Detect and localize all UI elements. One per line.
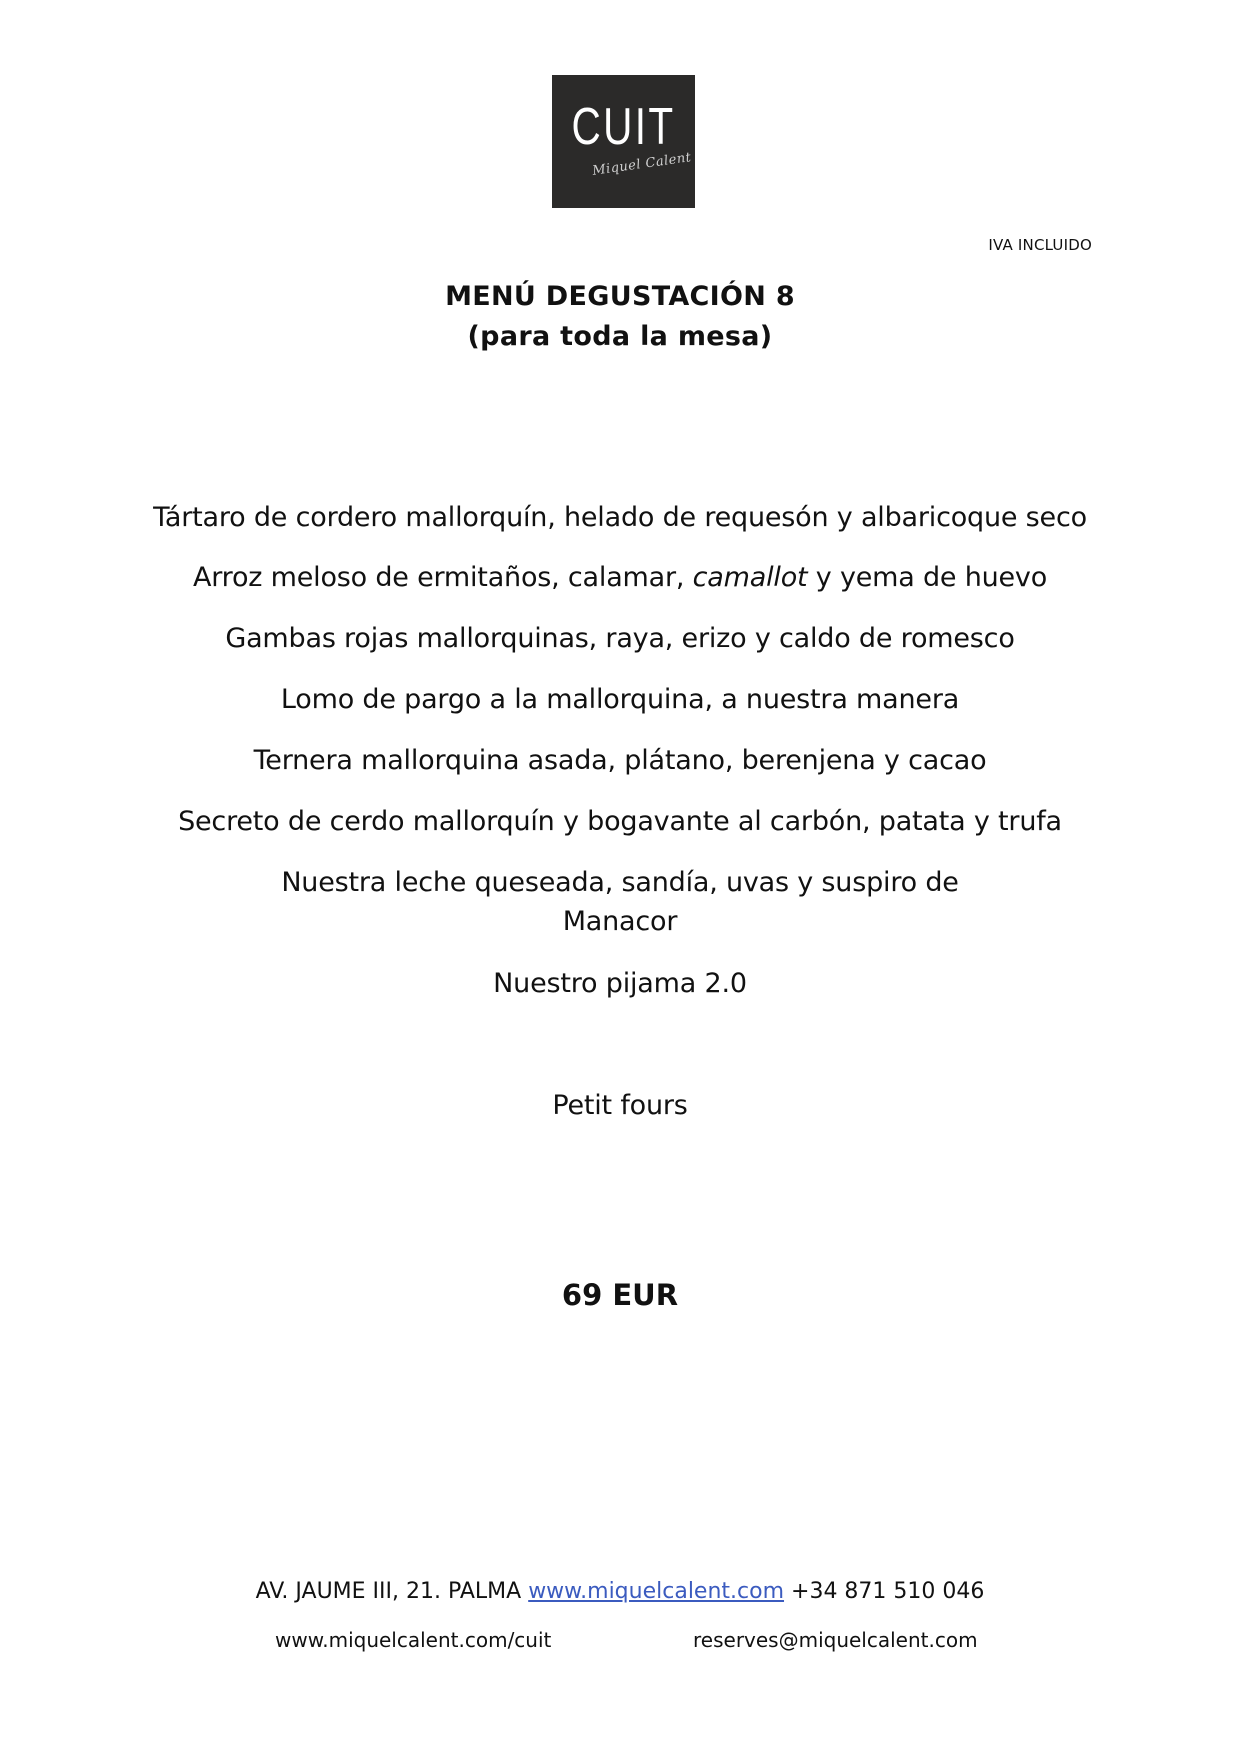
footer-web-path: www.miquelcalent.com/cuit: [275, 1628, 552, 1652]
menu-price: 69 EUR: [561, 1278, 679, 1312]
logo: [552, 75, 695, 208]
dish-item: Tártaro de cordero mallorquín, helado de requesón y albaricoque seco: [153, 502, 1087, 533]
dish-item: [0, 863, 1240, 941]
dish-text: y yema de huevo: [807, 562, 1048, 593]
dish-item: Petit fours: [552, 1090, 688, 1121]
dish-item: Lomo de pargo a la mallorquina, a nuestra manera: [280, 684, 960, 715]
menu-subtitle: (para toda la mesa): [467, 321, 773, 352]
menu-title: MENÚ DEGUSTACIÓN 8: [445, 281, 795, 312]
footer-contact-line: [0, 1579, 1240, 1604]
dish-item: Ternera mallorquina asada, plátano, berenjena y cacao: [253, 745, 987, 776]
logo-brand: CUIT: [571, 98, 676, 156]
dish-line: Manacor: [562, 906, 678, 937]
dish-italic-term: camallot: [692, 562, 808, 593]
dish-text: Arroz meloso de ermitaños, calamar,: [192, 562, 693, 593]
tax-note: IVA INCLUIDO: [988, 236, 1092, 254]
dish-item: Nuestro pijama 2.0: [493, 968, 747, 999]
dish-item: Secreto de cerdo mallorquín y bogavante al carbón, patata y trufa: [178, 806, 1062, 837]
logo-signature: Miquel Calent: [591, 150, 693, 179]
dish-line: Nuestra leche queseada, sandía, uvas y suspiro de: [281, 867, 959, 898]
website-link[interactable]: www.miquelcalent.com: [528, 1579, 785, 1604]
dish-item: Gambas rojas mallorquinas, raya, erizo y caldo de romesco: [225, 623, 1015, 654]
dish-item: [0, 558, 1240, 597]
footer-email: reserves@miquelcalent.com: [693, 1628, 978, 1652]
footer-phone: +34 871 510 046: [791, 1579, 985, 1604]
footer-address: AV. JAUME III, 21. PALMA: [255, 1579, 522, 1604]
